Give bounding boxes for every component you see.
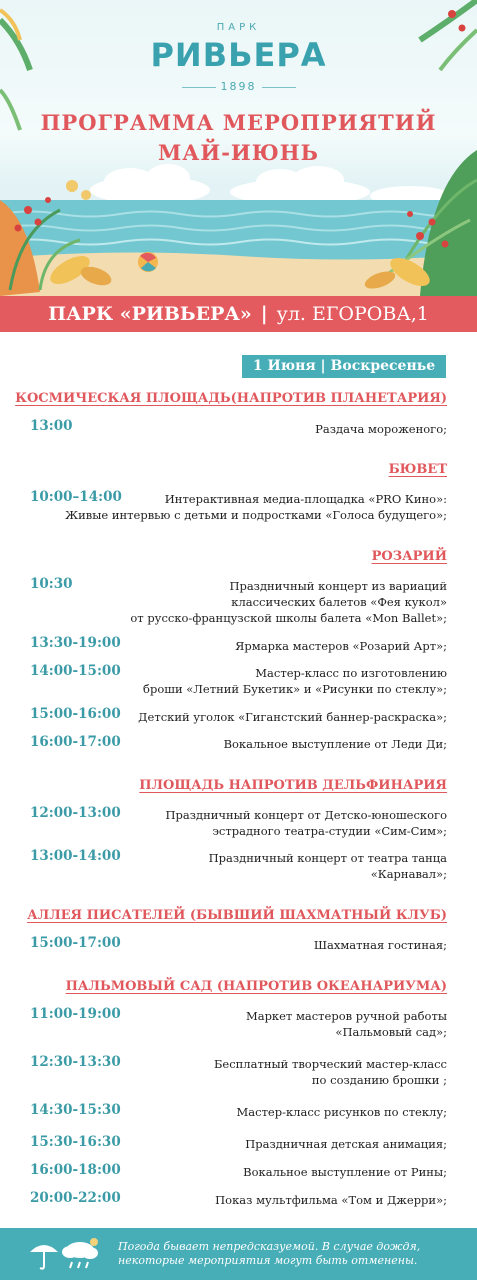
event-time: 12:00-13:00 — [30, 805, 121, 821]
event-description: Праздничный концерт от Детско-юношеского эстрадного театра-студии «Сим-Сим»; — [165, 808, 447, 838]
event-description: Вокальное выступление от Рины; — [243, 1165, 447, 1179]
event-description: Ярмарка мастеров «Розарий Арт»; — [235, 639, 447, 653]
event-description: Праздничная детская анимация; — [245, 1137, 447, 1151]
event-time: 16:00-18:00 — [30, 1162, 121, 1178]
event-description: Детский уголок «Гиганстский баннер-раскраска»; — [138, 710, 447, 724]
section-title-dolphinarium-square: ПЛОЩАДЬ НАПРОТИВ ДЕЛЬФИНАРИЯ — [139, 778, 447, 793]
logo-year: 1898 — [220, 80, 257, 93]
event-description: Показ мультфильма «Том и Джерри»; — [215, 1193, 447, 1207]
event-description: Вокальное выступление от Леди Ди; — [223, 737, 447, 751]
logo-rule-right — [262, 87, 296, 88]
banner-address: ул. ЕГОРОВА,1 — [276, 303, 429, 325]
date-label: 1 Июня | Воскресенье — [242, 355, 446, 378]
event-description: Раздача мороженого; — [315, 422, 447, 436]
section-title-rosarium: РОЗАРИЙ — [371, 549, 447, 564]
weather-footer — [0, 1228, 477, 1280]
header-illustration — [0, 0, 477, 296]
event-time: 15:00-16:00 — [30, 706, 121, 722]
event-time: 20:00-22:00 — [30, 1190, 121, 1206]
event-time: 10:30 — [30, 576, 73, 592]
weather-note: Погода бывает непредсказуемой. В случае дождя, некоторые мероприятия могут быть отменены. — [118, 1240, 421, 1267]
event-description: Интерактивная медиа-площадка «PRO Кино»: Живые интервью с детьми и подростками «Голоса будущего»; — [65, 492, 447, 522]
event-description: Шахматная гостиная; — [313, 938, 447, 952]
event-description: Мастер-класс по изготовлению броши «Летний Букетик» и «Рисунки по стеклу»; — [143, 666, 447, 696]
event-description: Маркет мастеров ручной работы «Пальмовый сад»; — [245, 1009, 447, 1039]
park-address-banner — [0, 296, 477, 332]
event-time: 12:30-13:30 — [30, 1054, 121, 1070]
logo-park-label: ПАРК — [216, 22, 261, 33]
event-description: Бесплатный творческий мастер-класс по созданию брошки ; — [213, 1057, 447, 1087]
event-time: 14:00-15:00 — [30, 663, 121, 679]
event-time: 13:00-14:00 — [30, 848, 121, 864]
event-time: 15:30-16:30 — [30, 1134, 121, 1150]
section-title-palm-garden: ПАЛЬМОВЫЙ САД (НАПРОТИВ ОКЕАНАРИУМА) — [65, 979, 447, 994]
section-title-buvet: БЮВЕТ — [388, 462, 447, 477]
banner-separator: | — [260, 303, 268, 325]
event-time: 11:00-19:00 — [30, 1006, 121, 1022]
event-time: 14:30-15:30 — [30, 1102, 121, 1118]
umbrella-rain-cloud-icon — [26, 1236, 106, 1272]
event-time: 16:00-17:00 — [30, 734, 121, 750]
event-description: Праздничный концерт из вариаций классических балетов «Фея кукол» от русско-французской школы балета «Mon Ballet»; — [130, 579, 447, 625]
banner-park-name: ПАРК «РИВЬЕРА» — [48, 303, 252, 325]
event-time: 13:00 — [30, 418, 73, 434]
logo-park-name: РИВЬЕРА — [150, 36, 327, 74]
section-title-writers-alley: АЛЛЕЯ ПИСАТЕЛЕЙ (БЫВШИЙ ШАХМАТНЫЙ КЛУБ) — [27, 908, 447, 923]
event-time: 15:00-17:00 — [30, 935, 121, 951]
program-months: МАЙ-ИЮНЬ — [158, 140, 319, 165]
event-time: 10:00–14:00 — [30, 489, 122, 505]
event-description: Праздничный концерт от театра танца «Карнавал»; — [208, 851, 447, 881]
event-description: Мастер-класс рисунков по стеклу; — [236, 1105, 447, 1119]
section-title-cosmic-square: КОСМИЧЕСКАЯ ПЛОЩАДЬ(НАПРОТИВ ПЛАНЕТАРИЯ) — [15, 391, 447, 406]
program-title: ПРОГРАММА МЕРОПРИЯТИЙ — [40, 110, 437, 135]
event-time: 13:30-19:00 — [30, 635, 121, 651]
